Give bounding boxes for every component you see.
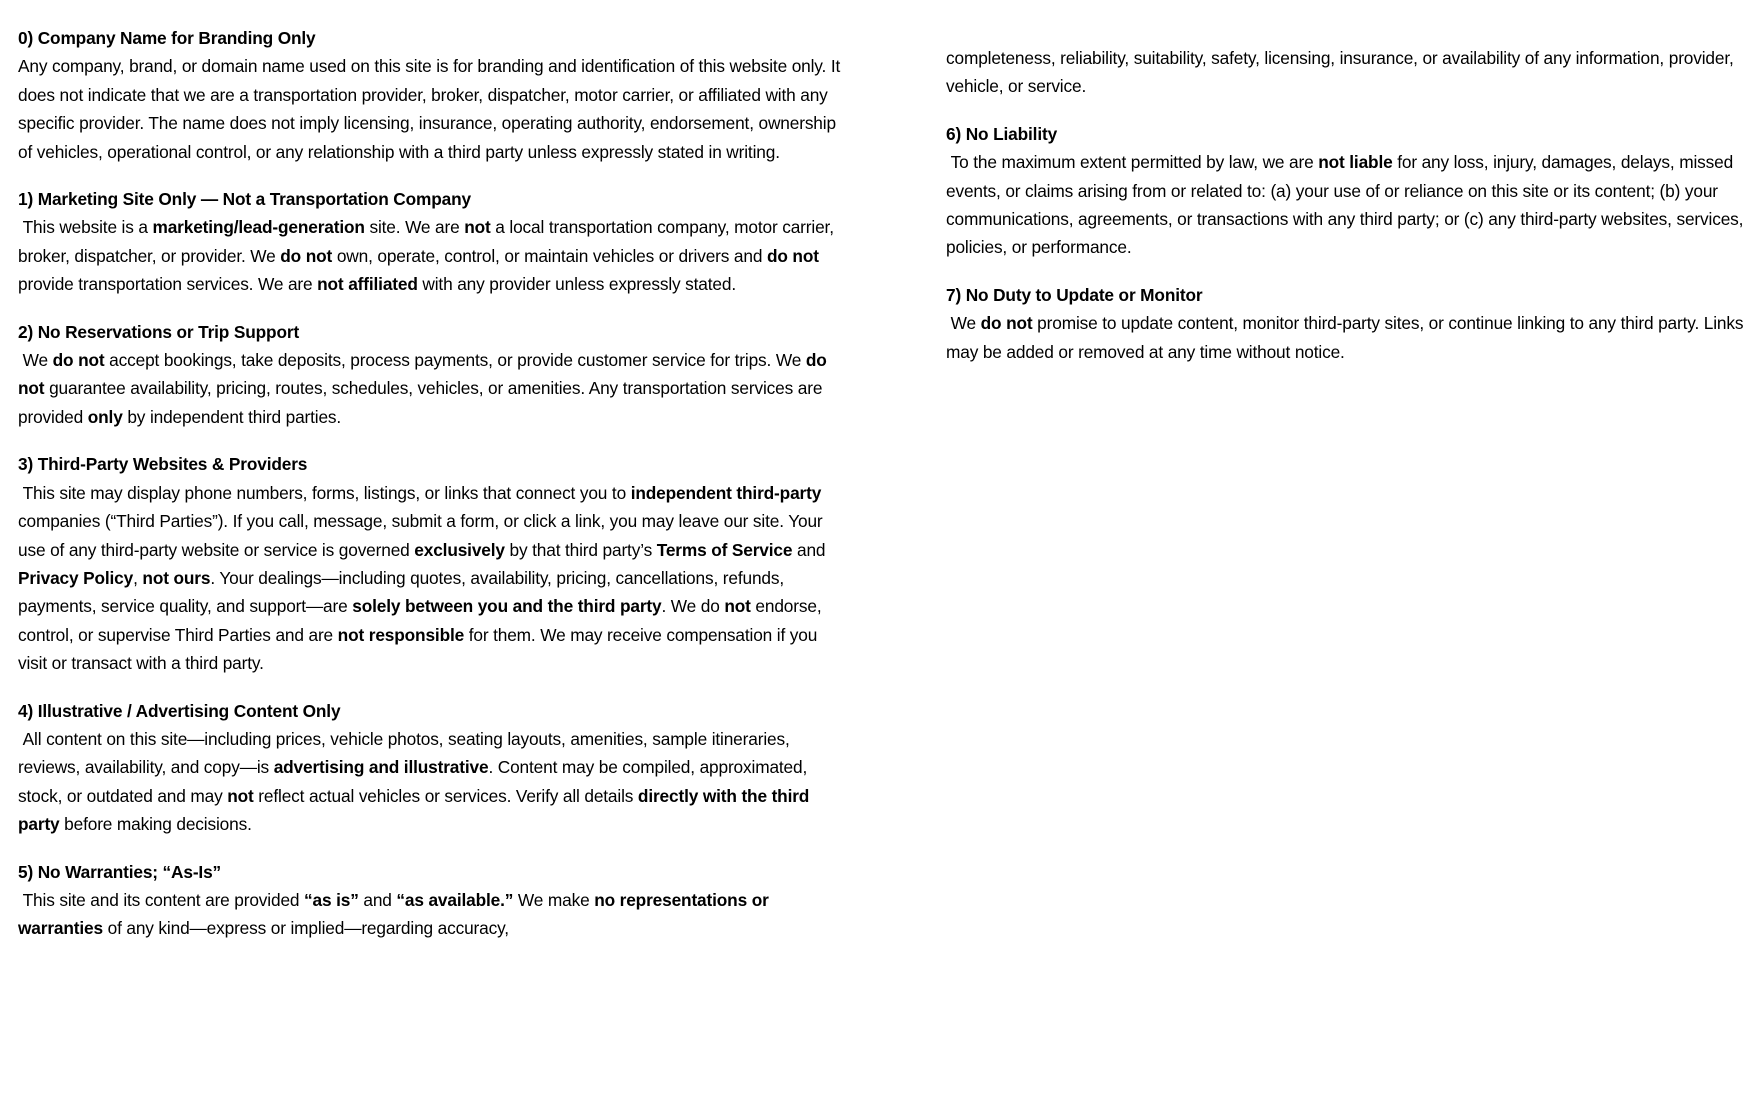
- column-left: [18, 24, 845, 962]
- section: [18, 318, 842, 432]
- section: [18, 185, 842, 299]
- section: [18, 24, 845, 166]
- section: [18, 450, 842, 677]
- section-heading: 2) No Reservations or Trip Support: [18, 321, 300, 342]
- section-paragraph: This website is a marketing/lead-generation site. We are not a local transportation company, motor carrier, broker, dispatcher, or provider. We do not own, operate, control, or maintain vehicles or drivers and do not provide transportation services. We are not affiliated with any provider unless expressly stated.: [18, 217, 839, 295]
- section-heading: 4) Illustrative / Advertising Content Only: [18, 700, 341, 721]
- section-paragraph: Any company, brand, or domain name used on this site is for branding and identification of this website only. It does not indicate that we are a transportation provider, broker, dispatcher, motor carrier, or affiliated with any specific provider. The name does not imply licensing, insurance, operating authority, endorsement, ownership of vehicles, operational control, or any relationship with a third party unless expressly stated in writing.: [18, 56, 845, 162]
- section: [946, 44, 1752, 101]
- column-right: [946, 24, 1752, 385]
- section-paragraph: All content on this site—including prices, vehicle photos, seating layouts, amenities, sample itineraries, reviews, availability, and copy—is advertising and illustrative. Content may be compiled, approximated, stock, or outdated and may not reflect actual vehicles or services. Verify all details directly with the third party before making decisions.: [18, 728, 814, 835]
- section: [18, 858, 842, 943]
- section-heading: 6) No Liability: [946, 123, 1058, 144]
- section-paragraph: completeness, reliability, suitability, safety, licensing, insurance, or availability of any information, provider, vehicle, or service.: [946, 48, 1739, 97]
- section-paragraph: To the maximum extent permitted by law, we are not liable for any loss, injury, damages, delays, missed events, or claims arising from or related to: (a) your use of or reliance on this site or its content; (b) your communications, agreements, or transactions with any third party; or (c) any third-party websites, services, policies, or performance.: [946, 152, 1748, 258]
- section-paragraph: This site and its content are provided “as is” and “as available.” We make no representations or warranties of any kind—express or implied—regarding accuracy,: [18, 889, 774, 939]
- section: [18, 697, 842, 839]
- section: [946, 120, 1752, 262]
- section-paragraph: We do not promise to update content, monitor third-party sites, or continue linking to any third party. Links may be added or removed at any time without notice.: [946, 313, 1749, 362]
- section-heading: 3) Third-Party Websites & Providers: [18, 454, 308, 475]
- section-heading: 1) Marketing Site Only — Not a Transportation Company: [18, 189, 471, 210]
- section-heading: 0) Company Name for Branding Only: [18, 28, 316, 48]
- section-heading: 5) No Warranties; “As-Is”: [18, 861, 222, 882]
- section-paragraph: We do not accept bookings, take deposits, process payments, or provide customer service for trips. We do not guarantee availability, pricing, routes, schedules, vehicles, or amenities. Any transportation services are provided only by independent third parties.: [18, 350, 832, 427]
- section-paragraph: This site may display phone numbers, forms, listings, or links that connect you to independent third-party companies (“Third Parties”). If you call, message, submit a form, or click a link, you may leave our site. Your use of any third-party website or service is governed exclusively by that third party’s Terms of Service and Privacy Policy, not ours. Your dealings—including quotes, availability, pricing, cancellations, refunds, payments, service quality, and support—are solely between you and the third party. We do not endorse, control, or supervise Third Parties and are not responsible for them. We may receive compensation if you visit or transact with a third party.: [18, 482, 831, 674]
- section-heading: 7) No Duty to Update or Monitor: [946, 284, 1203, 305]
- section: [946, 281, 1752, 366]
